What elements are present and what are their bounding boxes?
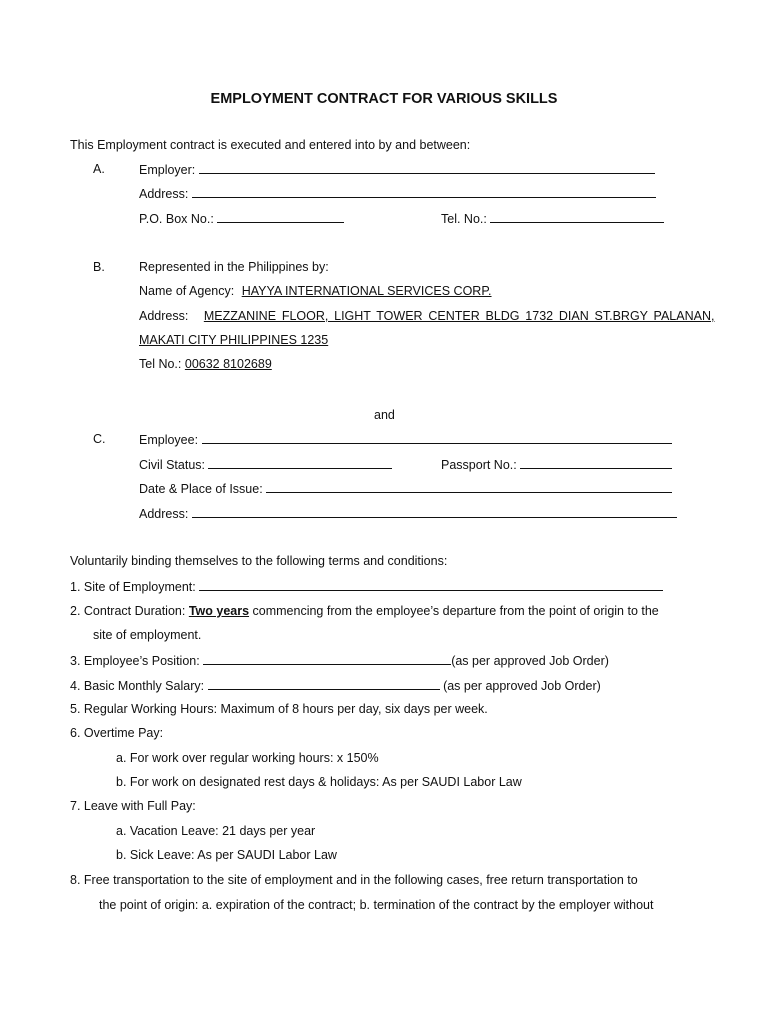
agency-address-line1: MEZZANINE FLOOR, LIGHT TOWER CENTER BLDG 1732 DIAN ST.BRGY PALANAN, [203, 309, 715, 323]
pobox-field[interactable] [217, 210, 344, 223]
agency-label: Name of Agency: [139, 284, 235, 298]
employer-address-label: Address: [139, 187, 189, 201]
issue-row [139, 480, 672, 497]
employer-tel-field[interactable] [490, 210, 664, 223]
issue-field[interactable] [266, 480, 672, 493]
term-7a: a. Vacation Leave: 21 days per year [116, 824, 316, 838]
employee-address-row [139, 505, 677, 522]
site-of-employment-field[interactable] [199, 578, 663, 591]
agency-address-label: Address: [139, 309, 189, 323]
passport-label: Passport No.: [441, 458, 517, 472]
pobox-row [139, 210, 344, 227]
term-1-label: 1. Site of Employment: [70, 580, 196, 594]
term-7: 7. Leave with Full Pay: [70, 799, 196, 813]
term-6: 6. Overtime Pay: [70, 726, 164, 740]
agency-tel-row [139, 356, 272, 372]
term-3-suffix: (as per approved Job Order) [451, 654, 609, 668]
salary-field[interactable] [208, 677, 440, 690]
term-5: 5. Regular Working Hours: Maximum of 8 hours per day, six days per week. [70, 702, 488, 716]
employer-tel-row [441, 210, 664, 227]
term-4-suffix: (as per approved Job Order) [443, 679, 601, 693]
agency-row [139, 283, 492, 299]
term-2-value: Two years [188, 604, 250, 618]
term-3-label: 3. Employee’s Position: [70, 654, 200, 668]
agency-tel-value: 00632 8102689 [184, 357, 272, 371]
section-b-letter: B. [93, 260, 105, 274]
passport-row [441, 456, 672, 473]
term-2-label: 2. Contract Duration: [70, 604, 186, 618]
employee-address-field[interactable] [192, 505, 677, 518]
employer-row [139, 161, 655, 178]
civil-status-row [139, 456, 392, 473]
pobox-label: P.O. Box No.: [139, 212, 214, 226]
term-2-rest: commencing from the employee’s departure from the point of origin to the [249, 604, 659, 618]
issue-label: Date & Place of Issue: [139, 482, 263, 496]
section-c-letter: C. [93, 432, 106, 446]
term-8-line2: the point of origin: a. expiration of the contract; b. termination of the contract by the employer without [99, 898, 654, 912]
agency-address-line2: MAKATI CITY PHILIPPINES 1235 [139, 333, 329, 347]
term-4-label: 4. Basic Monthly Salary: [70, 679, 205, 693]
term-6a: a. For work over regular working hours: x 150% [116, 751, 379, 765]
intro-text: This Employment contract is executed and entered into by and between: [70, 138, 471, 152]
term-3 [70, 652, 609, 669]
term-1 [70, 578, 663, 595]
agency-value: HAYYA INTERNATIONAL SERVICES CORP. [241, 284, 492, 298]
term-7b: b. Sick Leave: As per SAUDI Labor Law [116, 848, 337, 862]
passport-field[interactable] [520, 456, 672, 469]
civil-status-field[interactable] [208, 456, 392, 469]
agency-address-row [139, 308, 714, 324]
employer-label: Employer: [139, 163, 196, 177]
term-2 [70, 603, 659, 619]
agency-tel-label: Tel No.: [139, 357, 182, 371]
employee-address-label: Address: [139, 507, 189, 521]
document-title: EMPLOYMENT CONTRACT FOR VARIOUS SKILLS [210, 91, 558, 107]
employee-label: Employee: [139, 433, 199, 447]
employee-row [139, 431, 672, 448]
employer-tel-label: Tel. No.: [441, 212, 487, 226]
section-a-letter: A. [93, 162, 105, 176]
terms-intro: Voluntarily binding themselves to the following terms and conditions: [70, 554, 448, 568]
and-text: and [374, 408, 395, 422]
term-4 [70, 677, 601, 694]
term-2-line2: site of employment. [93, 628, 202, 642]
employee-field[interactable] [202, 431, 672, 444]
term-6b: b. For work on designated rest days & holidays: As per SAUDI Labor Law [116, 775, 522, 789]
employer-address-row [139, 185, 656, 202]
represented-heading: Represented in the Philippines by: [139, 260, 329, 274]
position-field[interactable] [203, 652, 451, 665]
employer-address-field[interactable] [192, 185, 656, 198]
term-8-line1: 8. Free transportation to the site of employment and in the following cases, free return transportation to [70, 873, 638, 887]
employer-field[interactable] [199, 161, 655, 174]
civil-status-label: Civil Status: [139, 458, 205, 472]
